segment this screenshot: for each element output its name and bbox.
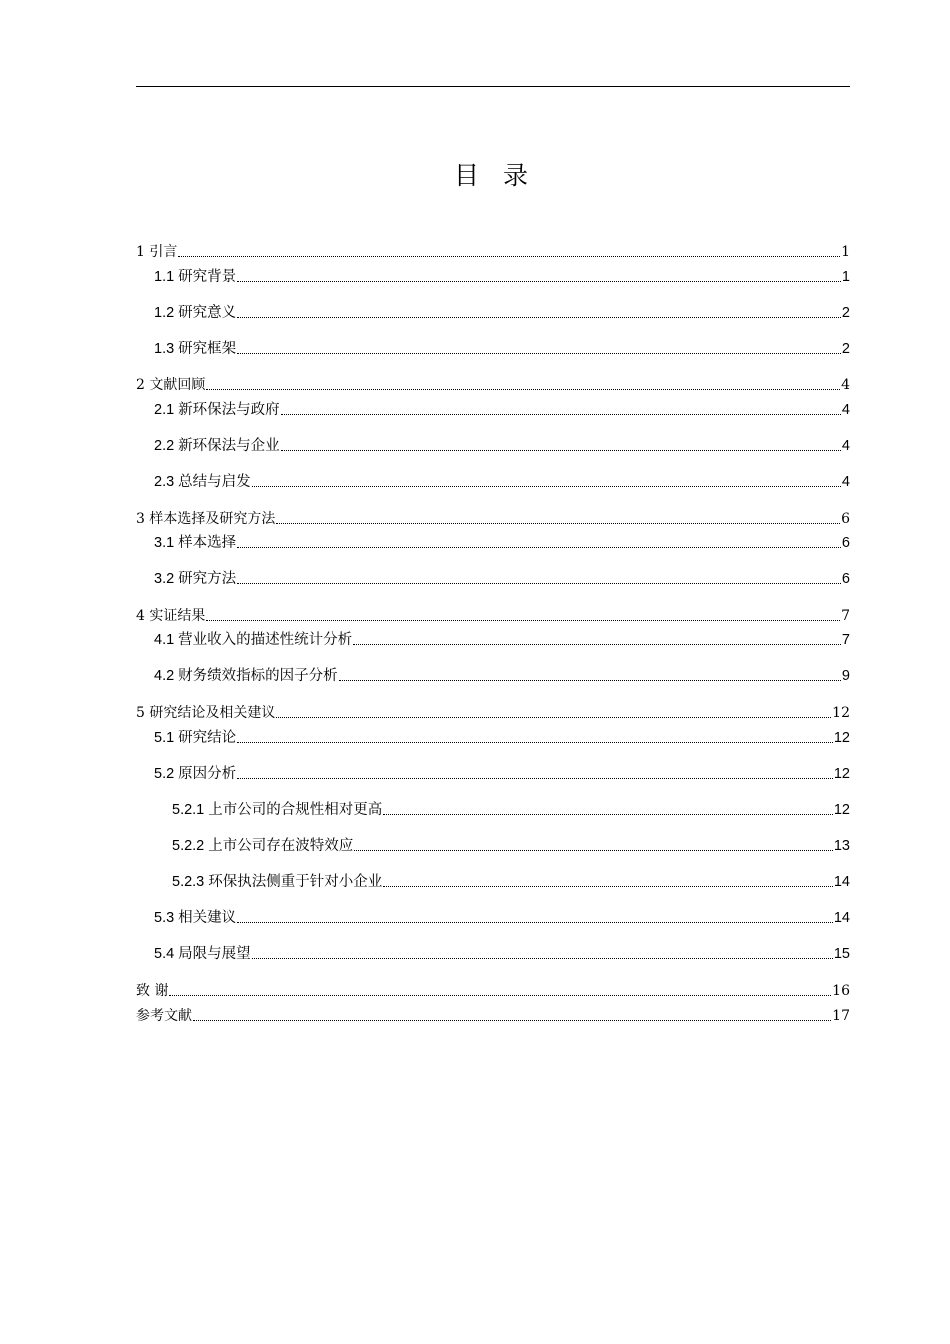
toc-leader <box>354 850 833 851</box>
toc-page-number: 14 <box>833 874 850 890</box>
toc-entry[interactable] <box>154 337 850 359</box>
toc-label: 1 引言 <box>136 244 178 260</box>
toc-page-number: 17 <box>832 1008 850 1024</box>
toc-label: 参考文献 <box>136 1008 192 1024</box>
toc-leader <box>237 353 841 354</box>
toc-entry[interactable] <box>136 373 850 395</box>
toc-leader <box>383 814 833 815</box>
toc-leader <box>353 644 841 645</box>
toc-label: 1.1 研究背景 <box>154 269 237 285</box>
toc-entry[interactable] <box>154 762 850 784</box>
toc-page-number: 6 <box>841 571 850 587</box>
toc-entry[interactable] <box>172 870 850 892</box>
toc-page-number: 2 <box>841 305 850 321</box>
header-rule <box>136 86 850 87</box>
toc-leader <box>237 281 841 282</box>
toc-label: 5.3 相关建议 <box>154 910 237 926</box>
toc-page-number: 4 <box>841 377 850 393</box>
toc-label: 5 研究结论及相关建议 <box>136 705 276 721</box>
toc-leader <box>193 1020 831 1021</box>
toc-page-number: 1 <box>841 269 850 285</box>
toc-leader <box>206 389 840 390</box>
toc-page-number: 12 <box>833 802 850 818</box>
toc-entry[interactable] <box>154 265 850 287</box>
toc-page-number: 7 <box>841 608 850 624</box>
toc-label: 2.3 总结与启发 <box>154 474 251 490</box>
toc-page-number: 6 <box>841 511 850 527</box>
toc-label: 3.2 研究方法 <box>154 571 237 587</box>
toc-entry[interactable] <box>154 398 850 420</box>
toc-page-number: 13 <box>833 838 850 854</box>
toc-page-number: 4 <box>841 474 850 490</box>
toc-label: 致 谢 <box>136 983 169 999</box>
toc-page-number: 12 <box>832 705 850 721</box>
toc-page-number: 14 <box>833 910 850 926</box>
toc-leader <box>237 583 841 584</box>
toc-page-number: 6 <box>841 535 850 551</box>
toc-entry[interactable] <box>154 470 850 492</box>
toc-entry[interactable] <box>172 798 850 820</box>
toc-entry[interactable] <box>154 726 850 748</box>
toc-entry[interactable] <box>136 979 850 1001</box>
toc-leader <box>206 620 840 621</box>
toc-label: 2.1 新环保法与政府 <box>154 402 280 418</box>
toc-entry[interactable] <box>154 434 850 456</box>
toc-page-number: 7 <box>841 632 850 648</box>
toc-label: 5.4 局限与展望 <box>154 946 251 962</box>
toc-label: 1.2 研究意义 <box>154 305 237 321</box>
toc-label: 5.2.3 环保执法侧重于针对小企业 <box>172 874 383 890</box>
toc-label: 5.1 研究结论 <box>154 730 237 746</box>
toc-leader <box>237 922 833 923</box>
toc-entry[interactable] <box>154 531 850 553</box>
toc-entry[interactable] <box>154 301 850 323</box>
toc-leader <box>252 486 841 487</box>
toc-leader <box>237 742 833 743</box>
toc-page-number: 9 <box>841 668 850 684</box>
toc-label: 3 样本选择及研究方法 <box>136 511 276 527</box>
toc-entry[interactable] <box>154 906 850 928</box>
toc-page-number: 16 <box>832 983 850 999</box>
toc-page-number: 15 <box>833 946 850 962</box>
toc-label: 5.2 原因分析 <box>154 766 237 782</box>
toc-label: 5.2.1 上市公司的合规性相对更高 <box>172 802 383 818</box>
toc-entry[interactable] <box>172 834 850 856</box>
toc-label: 2.2 新环保法与企业 <box>154 438 280 454</box>
toc-page-number: 4 <box>841 438 850 454</box>
toc-entry[interactable] <box>154 942 850 964</box>
toc-label: 1.3 研究框架 <box>154 341 237 357</box>
toc-leader <box>281 414 841 415</box>
toc-label: 4.2 财务绩效指标的因子分析 <box>154 668 338 684</box>
toc-page-number: 12 <box>833 766 850 782</box>
toc-leader <box>276 523 840 524</box>
toc-label: 5.2.2 上市公司存在波特效应 <box>172 838 354 854</box>
toc-entry[interactable] <box>154 567 850 589</box>
toc-leader <box>281 450 841 451</box>
toc-page-number: 1 <box>841 244 850 260</box>
page-title: 目 录 <box>454 161 536 190</box>
toc-leader <box>276 717 831 718</box>
toc-leader <box>169 995 831 996</box>
toc-entry[interactable] <box>154 628 850 650</box>
toc-page-number: 12 <box>833 730 850 746</box>
toc-entry[interactable] <box>154 664 850 686</box>
toc-label: 4 实证结果 <box>136 608 206 624</box>
toc-label: 4.1 营业收入的描述性统计分析 <box>154 632 353 648</box>
toc-page-number: 2 <box>841 341 850 357</box>
toc-entry[interactable] <box>136 507 850 529</box>
toc-label: 2 文献回顾 <box>136 377 206 393</box>
toc-label: 3.1 样本选择 <box>154 535 237 551</box>
toc-entry[interactable] <box>136 701 850 723</box>
toc-leader <box>383 886 833 887</box>
toc-entry[interactable] <box>136 240 850 262</box>
toc-leader <box>178 256 840 257</box>
toc-leader <box>237 778 833 779</box>
toc-entry[interactable] <box>136 604 850 626</box>
toc-leader <box>237 317 841 318</box>
toc-entry[interactable] <box>136 1004 850 1026</box>
toc-leader <box>339 680 841 681</box>
toc-page-number: 4 <box>841 402 850 418</box>
toc-leader <box>237 547 841 548</box>
toc-leader <box>252 958 833 959</box>
